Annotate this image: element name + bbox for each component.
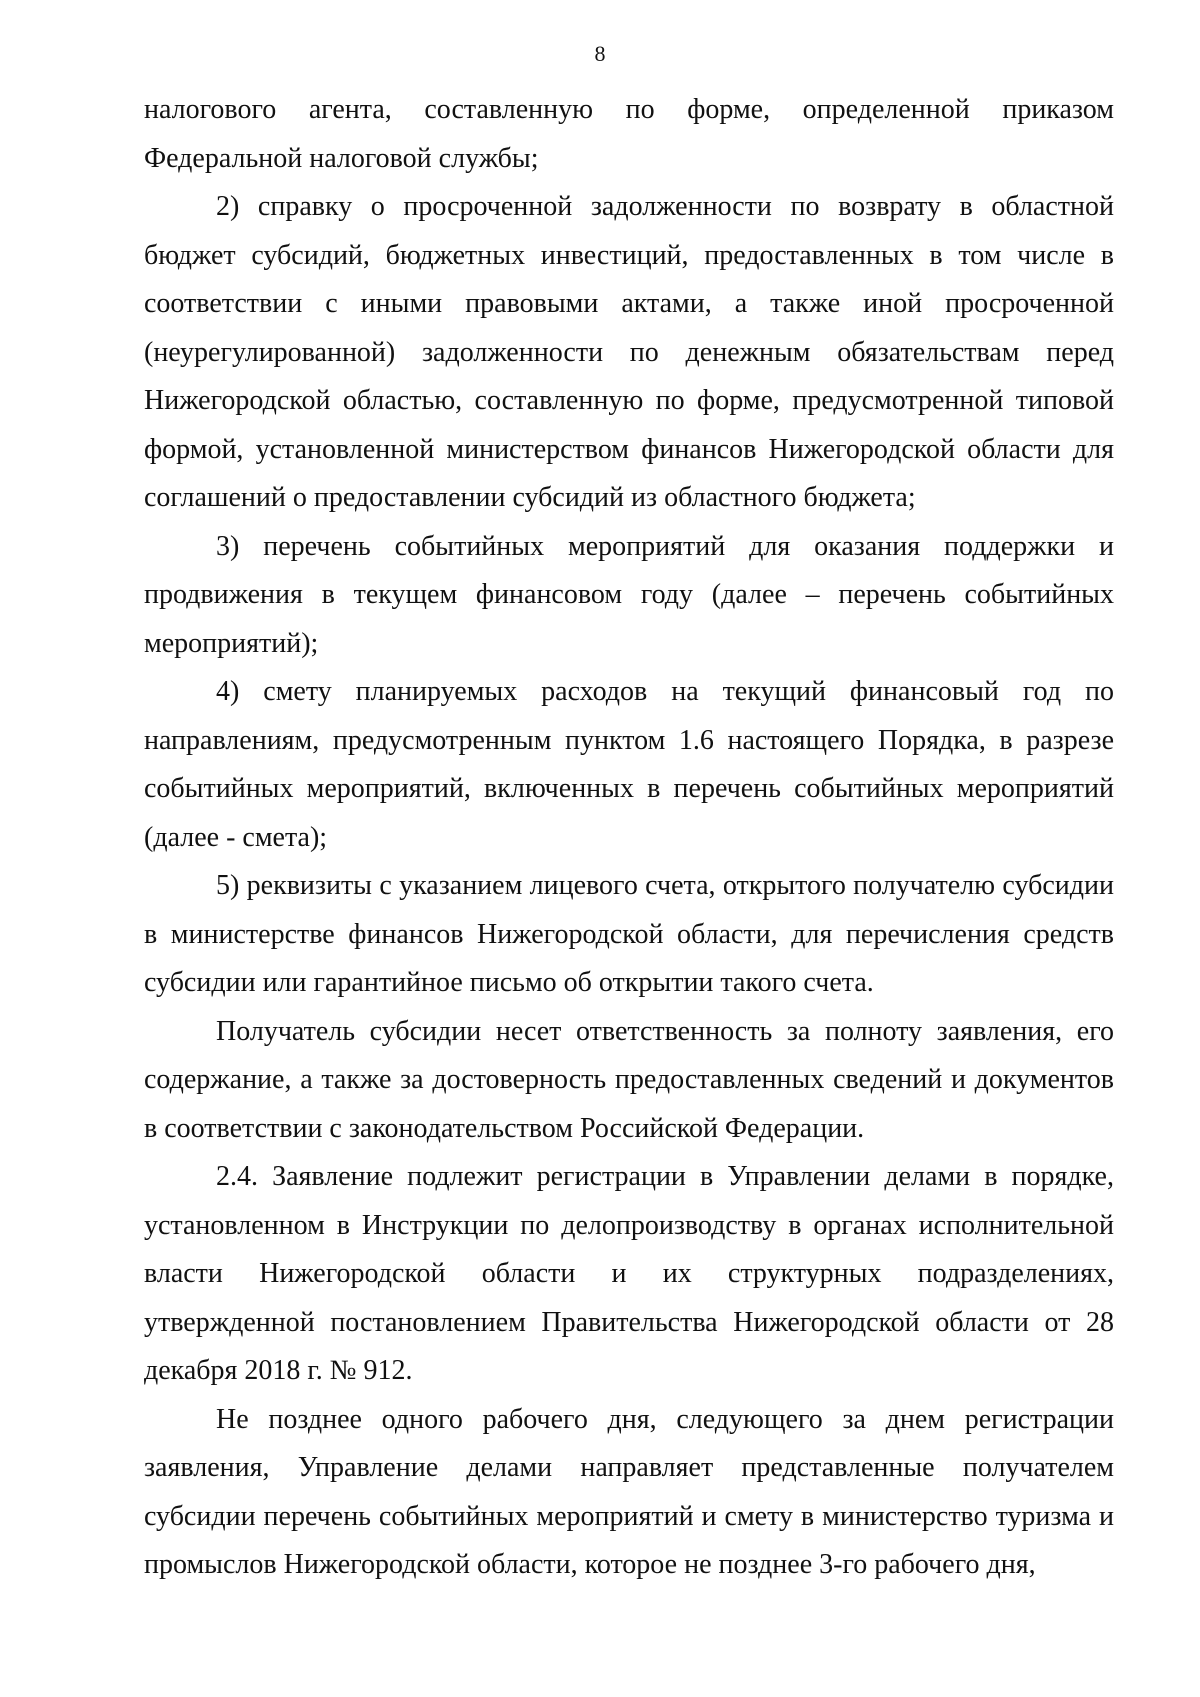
paragraph-item-4: 4) смету планируемых расходов на текущий финансовый год по направлениям, предусмотренным пунктом 1.6 настоящего Порядка, в разрезе событийных мероприятий, включенных в перечень событийных мероприятий (далее - смета); xyxy=(144,676,1114,853)
paragraph-item-5: 5) реквизиты с указанием лицевого счета, открытого получателю субсидии в министерстве финансов Нижегородской области, для перечисления средств субсидии или гарантийное письмо об открытии такого счета. xyxy=(144,870,1114,998)
paragraph-item-2: 2) справку о просроченной задолженности по возврату в областной бюджет субсидий, бюджетных инвестиций, предоставленных в том числе в соответствии с иными правовыми актами, а также иной просроченной (неурегулированной) задолженности по денежным обязательствам перед Нижегородской областью, составленную по форме, предусмотренной типовой формой, установленной министерством финансов Нижегородской области для соглашений о предоставлении субсидий из областного бюджета; xyxy=(144,191,1114,513)
paragraph-continuation: налогового агента, составленную по форме, определенной приказом Федеральной налоговой службы; xyxy=(144,94,1114,174)
paragraph-deadline: Не позднее одного рабочего дня, следующего за днем регистрации заявления, Управление делами направляет представленные получателем субсидии перечень событийных мероприятий и смету в министерство туризма и промыслов Нижегородской области, которое не позднее 3-го рабочего дня, xyxy=(144,1403,1114,1580)
paragraph-responsibility: Получатель субсидии несет ответственность за полноту заявления, его содержание, а также за достоверность предоставленных сведений и документов в соответствии с законодательством Российской Федерации. xyxy=(144,1015,1114,1144)
page-number: 8 xyxy=(594,41,606,66)
document-body xyxy=(144,86,1114,1590)
paragraph-clause-2-4: 2.4. Заявление подлежит регистрации в Управлении делами в порядке, установленном в Инструкции по делопроизводству в органах исполнительной власти Нижегородской области и их структурных подразделениях, утвержденной постановлением Правительства Нижегородской области от 28 декабря 2018 г. № 912. xyxy=(144,1161,1114,1386)
paragraph-item-3: 3) перечень событийных мероприятий для оказания поддержки и продвижения в текущем финансовом году (далее – перечень событийных мероприятий); xyxy=(144,530,1114,659)
